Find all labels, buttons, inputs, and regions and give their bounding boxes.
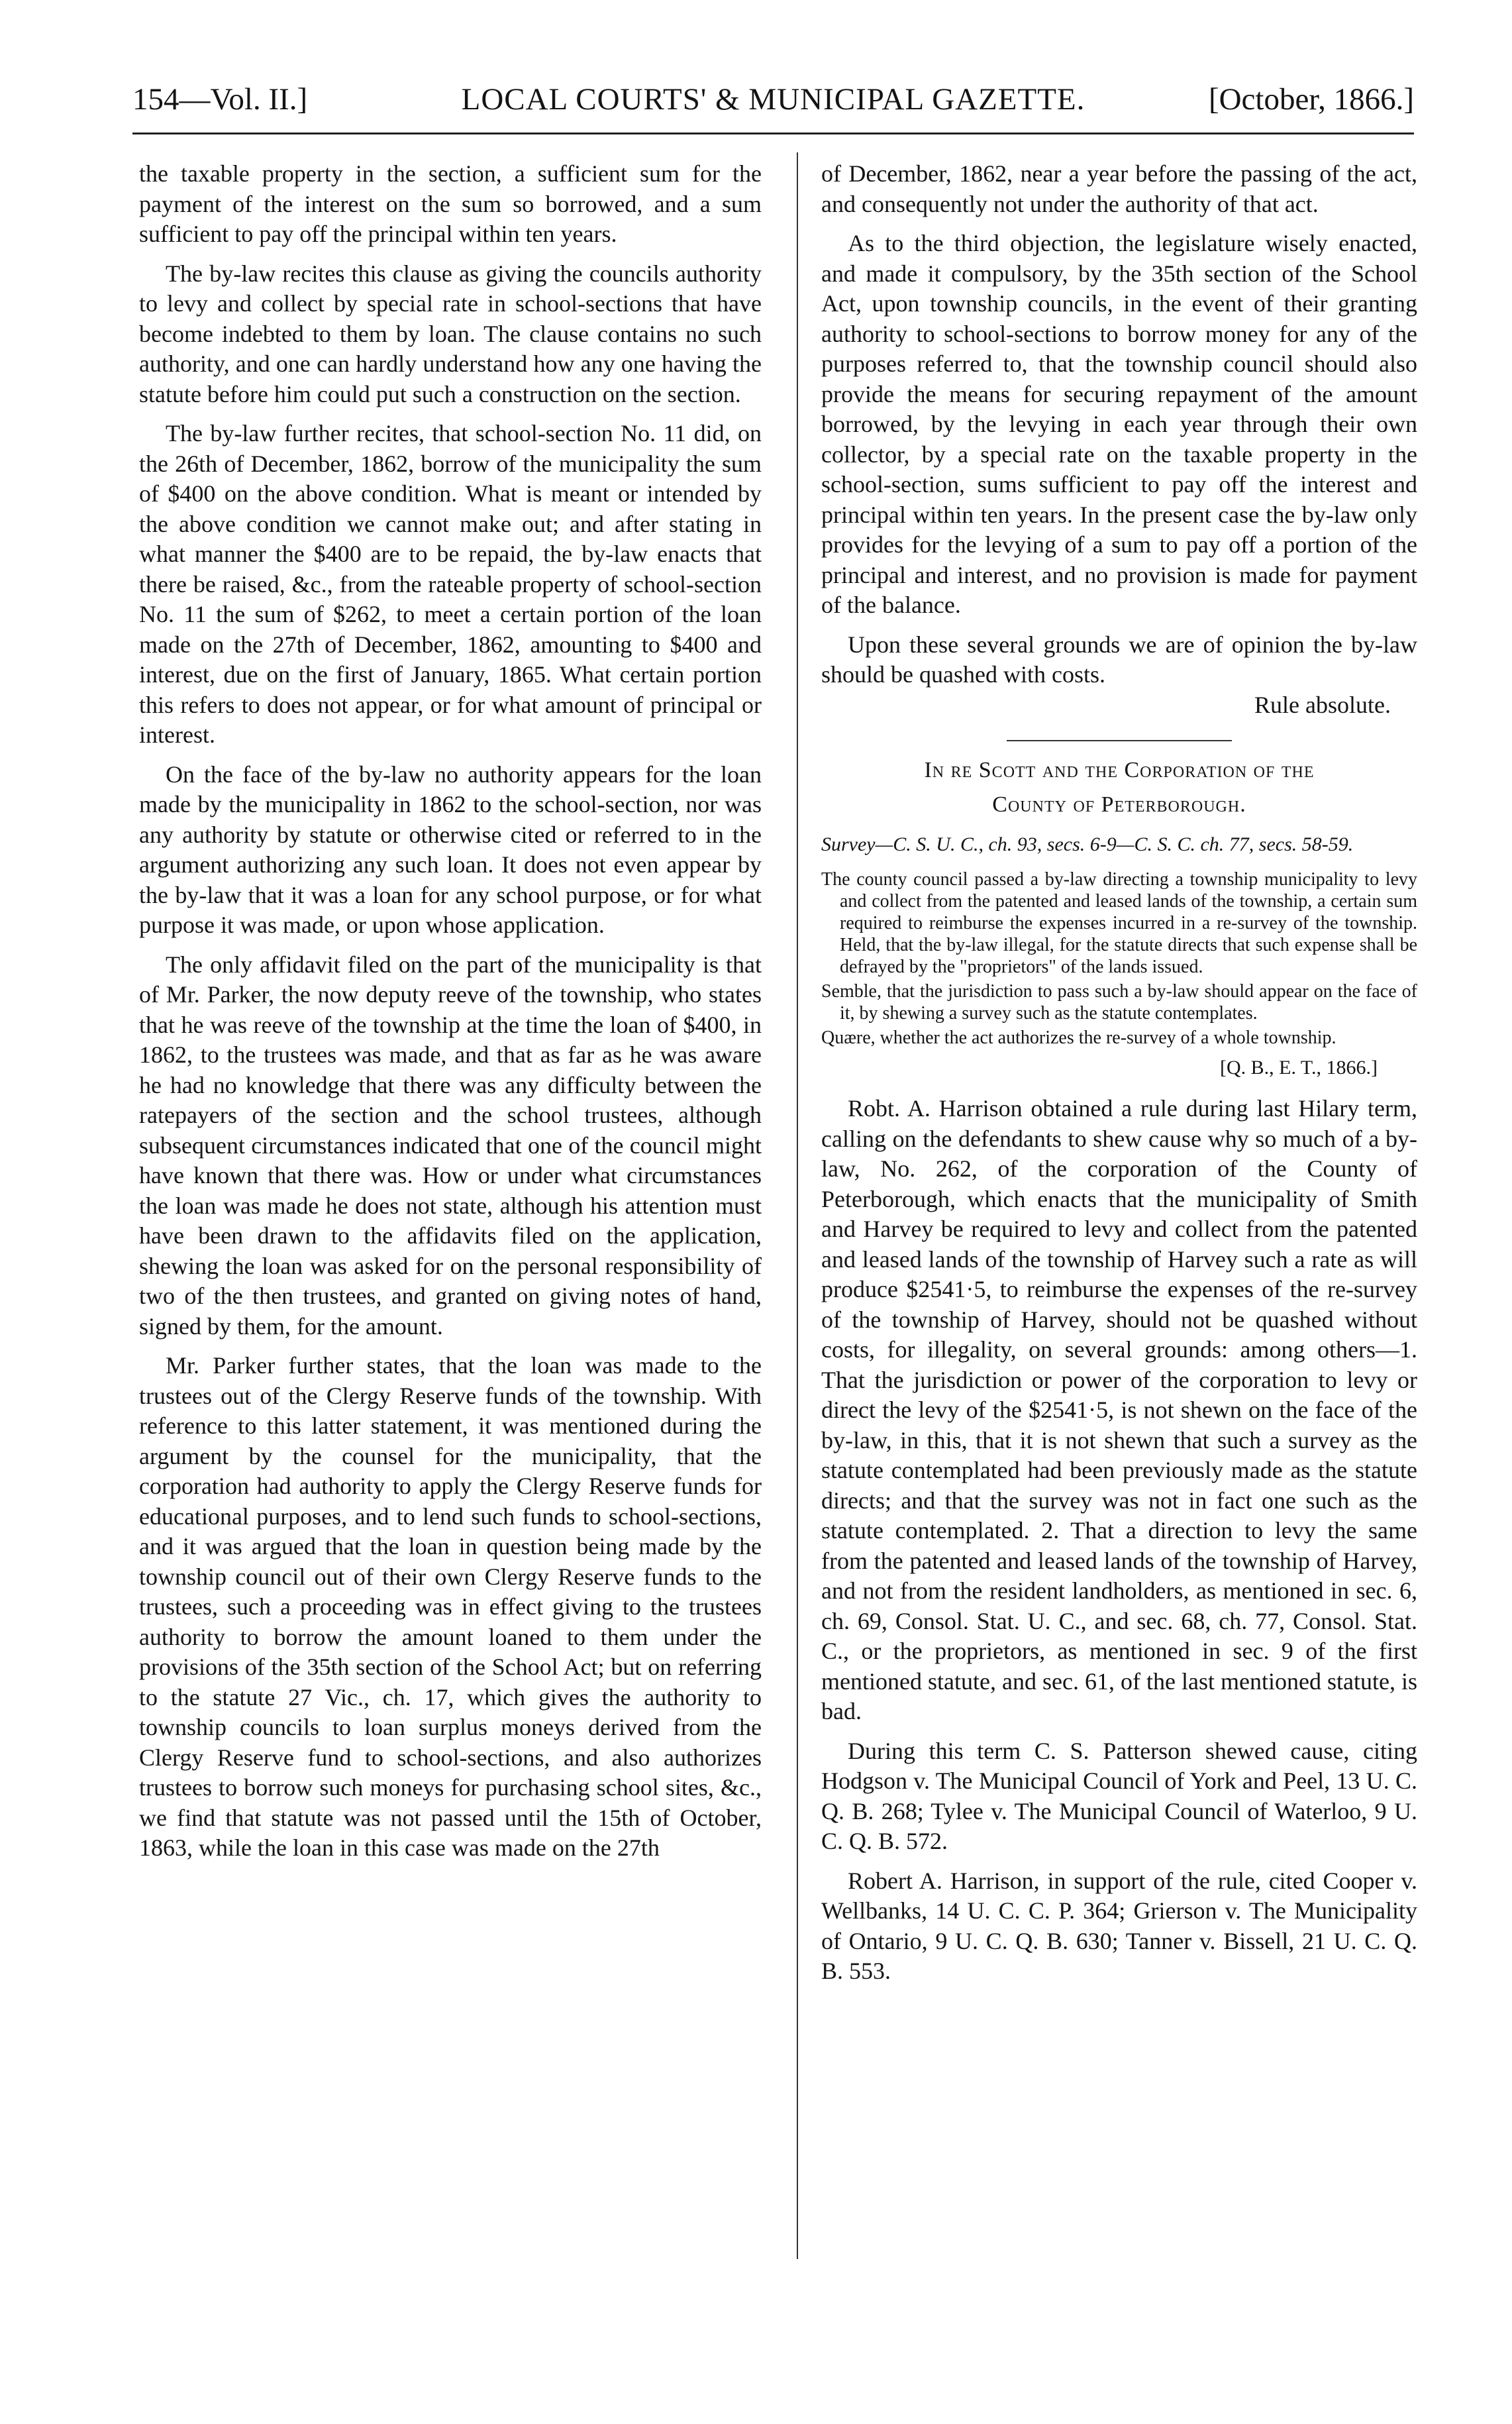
case-title-line: In re Scott and the Corporation of the bbox=[924, 758, 1315, 782]
left-column bbox=[139, 159, 762, 1873]
headnote: Semble, that the jurisdiction to pass such a by-law should appear on the face of it, by shewing a survey such as the statute contemplates. bbox=[821, 981, 1417, 1024]
headnote: Quære, whether the act authorizes the re-survey of a whole township. bbox=[821, 1028, 1336, 1048]
case-citation: Survey—C. S. U. C., ch. 93, secs. 6-9—C. S. C. ch. 77, secs. 58-59. bbox=[821, 833, 1354, 855]
page-number: 154—Vol. II.] bbox=[132, 82, 308, 117]
paragraph: Mr. Parker further states, that the loan was made to the trustees out of the Clergy Reserve funds of the township. With reference to this latter statement, it was mentioned during the argument by the counsel for the municipality, that the corporation had authority to apply the Clergy Reserve funds for educational purposes, and to lend such funds to school-sections, and it was argued that the loan in question being made by the township council out of their own Clergy Reserve funds to the trustees, such a proceeding was in effect giving to the trustees authority to borrow the amount loaned to them under the provisions of the 35th section of the School Act; but on referring to the statute 27 Vic., ch. 17, which gives the authority to township councils to loan surplus moneys derived from the Clergy Reserve fund to school-sections, and also authorizes trustees to borrow such moneys for purchasing school sites, &c., we find that statute was not passed until the 15th of October, 1863, while the loan in this case was made on the 27th bbox=[139, 1352, 762, 1861]
case-title-line: County of Peterborough. bbox=[992, 792, 1246, 817]
paragraph: Upon these several grounds we are of opinion the by-law should be quashed with costs. bbox=[821, 631, 1417, 688]
paragraph: Robert A. Harrison, in support of the rule, cited Cooper v. Wellbanks, 14 U. C. C. P. 364; Grierson v. The Municipality of Ontario, 9 U. C. Q. B. 630; Tanner v. Bissell, 21 U. C. Q. B. 553. bbox=[821, 1867, 1417, 1984]
headnote: The county council passed a by-law directing a township municipality to levy and collect from the patented and leased lands of the township, a certain sum required to reimburse the expenses incurred in a re-survey of the township. Held, that the by-law illegal, for the statute directs that such expense shall be defrayed by the "proprietors" of the lands issued. bbox=[821, 869, 1417, 977]
paragraph: The by-law recites this clause as giving the councils authority to levy and collect by special rate in school-sections that have become indebted to them by loan. The clause contains no such authority, and one can hardly understand how any one having the statute before him could put such a construction on the section. bbox=[139, 260, 762, 407]
court-reference: [Q. B., E. T., 1866.] bbox=[1219, 1057, 1378, 1079]
section-separator bbox=[821, 720, 1417, 753]
paragraph: As to the third objection, the legislature wisely enacted, and made it compulsory, by the 35th section of the School Act, upon township councils, in the event of their granting authority to school-sections to borrow money for any of the purposes referred to, that the township council should also provide the means for securing repayment of the amount borrowed, by the levying in each year through their own collector, by a special rate on the taxable property in the school-section, sums sufficient to pay off the interest and principal within ten years. In the present case the by-law only provides for the levying of a sum to pay off a portion of the principal and interest, and no provision is made for payment of the balance. bbox=[821, 230, 1417, 618]
paragraph: of December, 1862, near a year before the passing of the act, and consequently not under the authority of that act. bbox=[821, 160, 1417, 217]
rule-absolute: Rule absolute. bbox=[1254, 691, 1391, 718]
paragraph: Robt. A. Harrison obtained a rule during last Hilary term, calling on the defendants to shew cause why so much of a by-law, No. 262, of the corporation of the County of Peterborough, which enacts that the municipality of Smith and Harvey be required to levy and collect from the patented and leased lands of the township of Harvey such a rate as will produce $2541·5, to reimburse the expenses of the re-survey of the township of Harvey, should not be quashed without costs, for illegality, on several grounds: among others—1. That the jurisdiction or power of the corporation to levy or direct the levy of the $2541·5, is not shewn on the face of the by-law, in this, that it is not shewn that such a survey as the statute contemplated had been previously made as the statute directs; and that the survey was not in fact one such as the statute contemplated. 2. That a direction to levy the same from the patented and leased lands of the township of Harvey, and not from the resident landholders, as mentioned in sec. 6, ch. 69, Consol. Stat. U. C., and sec. 68, ch. 77, Consol. Stat. C., or the proprietors, as mentioned in sec. 9 of the first mentioned statute, and sec. 61, of the last mentioned statute, is bad. bbox=[821, 1095, 1417, 1724]
publication-title: LOCAL COURTS' & MUNICIPAL GAZETTE. bbox=[461, 82, 1085, 117]
issue-date: [October, 1866.] bbox=[1208, 82, 1414, 117]
header-rule bbox=[132, 132, 1414, 134]
column-divider bbox=[797, 152, 798, 2259]
paragraph: The by-law further recites, that school-section No. 11 did, on the 26th of December, 1862, borrow of the municipality the sum of $400 on the above condition. What is meant or intended by the above condition we cannot make out; and after stating in what manner the $400 are to be repaid, the by-law enacts that there be raised, &c., from the rateable property of school-section No. 11 the sum of $262, to meet a certain portion of the loan made on the 27th of December, 1862, amounting to $400 and interest, due on the first of January, 1865. What certain portion this refers to does not appear, or for what amount of principal or interest. bbox=[139, 420, 762, 748]
paragraph: During this term C. S. Patterson shewed cause, citing Hodgson v. The Municipal Council of York and Peel, 13 U. C. Q. B. 268; Tylee v. The Municipal Council of Waterloo, 9 U. C. Q. B. 572. bbox=[821, 1737, 1417, 1854]
page-header bbox=[132, 73, 1414, 126]
case-title bbox=[821, 753, 1417, 822]
paragraph: On the face of the by-law no authority appears for the loan made by the municipality in 1862 to the school-section, nor was any authority by statute or otherwise cited or referred to in the argument authorizing any such loan. It does not even appear by the by-law that it was a loan for any school purpose, or for what purpose it was made, or upon whose application. bbox=[139, 761, 762, 938]
paragraph: The only affidavit filed on the part of the municipality is that of Mr. Parker, the now deputy reeve of the township, who states that he was reeve of the township at the time the loan of $400, in 1862, to the trustees was made, and that as far as he was aware he had no knowledge that there was any difficulty between the ratepayers of the section and the school trustees, although subsequent circumstances indicated that one of the council might have known that there was. How or under what circumstances the loan was made he does not state, although his attention must have been drawn to the affidavits filed on the application, shewing the loan was asked for on the personal responsibility of two of the then trustees, and granted on giving notes of hand, signed by them, for the amount. bbox=[139, 951, 762, 1340]
right-column bbox=[821, 159, 1417, 1996]
paragraph: the taxable property in the section, a sufficient sum for the payment of the interest on the sum so borrowed, and a sum sufficient to pay off the principal within ten years. bbox=[139, 160, 762, 247]
